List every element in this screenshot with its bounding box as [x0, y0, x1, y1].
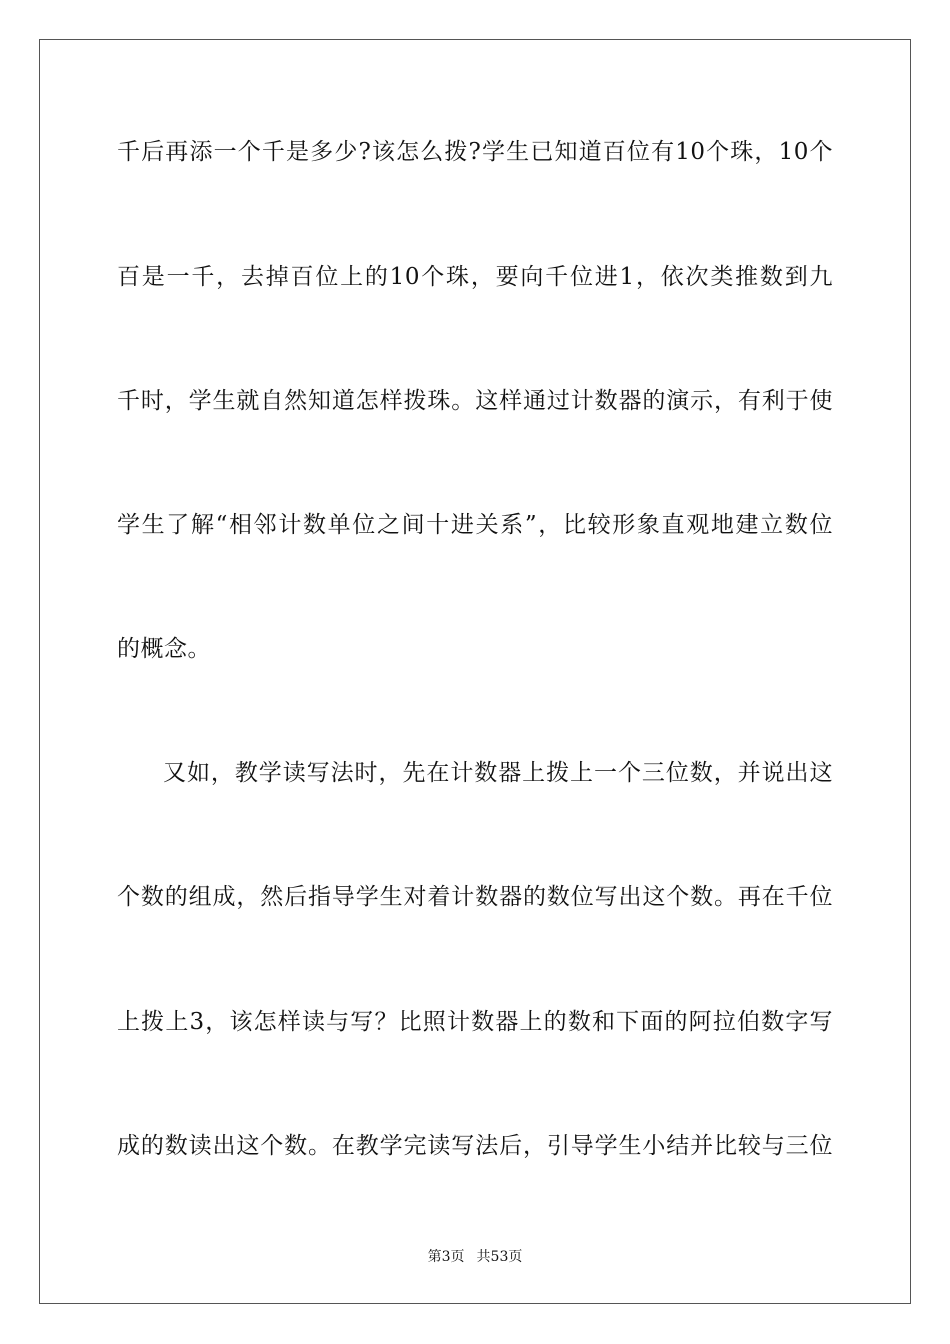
paragraph-line-9: 成的数读出这个数。在教学完读写法后，引导学生小结并比较与三位: [117, 1133, 833, 1159]
page-number: 第3页: [427, 1249, 465, 1265]
paragraph-line-8: 上拨上3，该怎样读与写？比照计数器上的数和下面的阿拉伯数字写: [117, 1009, 833, 1035]
paragraph-line-5: 的概念。: [117, 636, 211, 662]
paragraph-line-2: 百是一千，去掉百位上的10个珠，要向千位进1，依次类推数到九: [117, 264, 833, 290]
page-footer: [0, 1248, 950, 1266]
page-border: [39, 39, 911, 1304]
paragraph-line-1: 千后再添一个千是多少?该怎么拨?学生已知道百位有10个珠，10个: [117, 139, 833, 165]
page-total: 共53页: [476, 1249, 523, 1265]
paragraph-line-4: 学生了解“相邻计数单位之间十进关系”，比较形象直观地建立数位: [117, 512, 833, 538]
paragraph-line-6: 又如，教学读写法时，先在计数器上拨上一个三位数，并说出这: [163, 760, 833, 786]
paragraph-line-7: 个数的组成，然后指导学生对着计数器的数位写出这个数。再在千位: [117, 884, 833, 910]
paragraph-line-3: 千时，学生就自然知道怎样拨珠。这样通过计数器的演示，有利于使: [117, 388, 833, 414]
